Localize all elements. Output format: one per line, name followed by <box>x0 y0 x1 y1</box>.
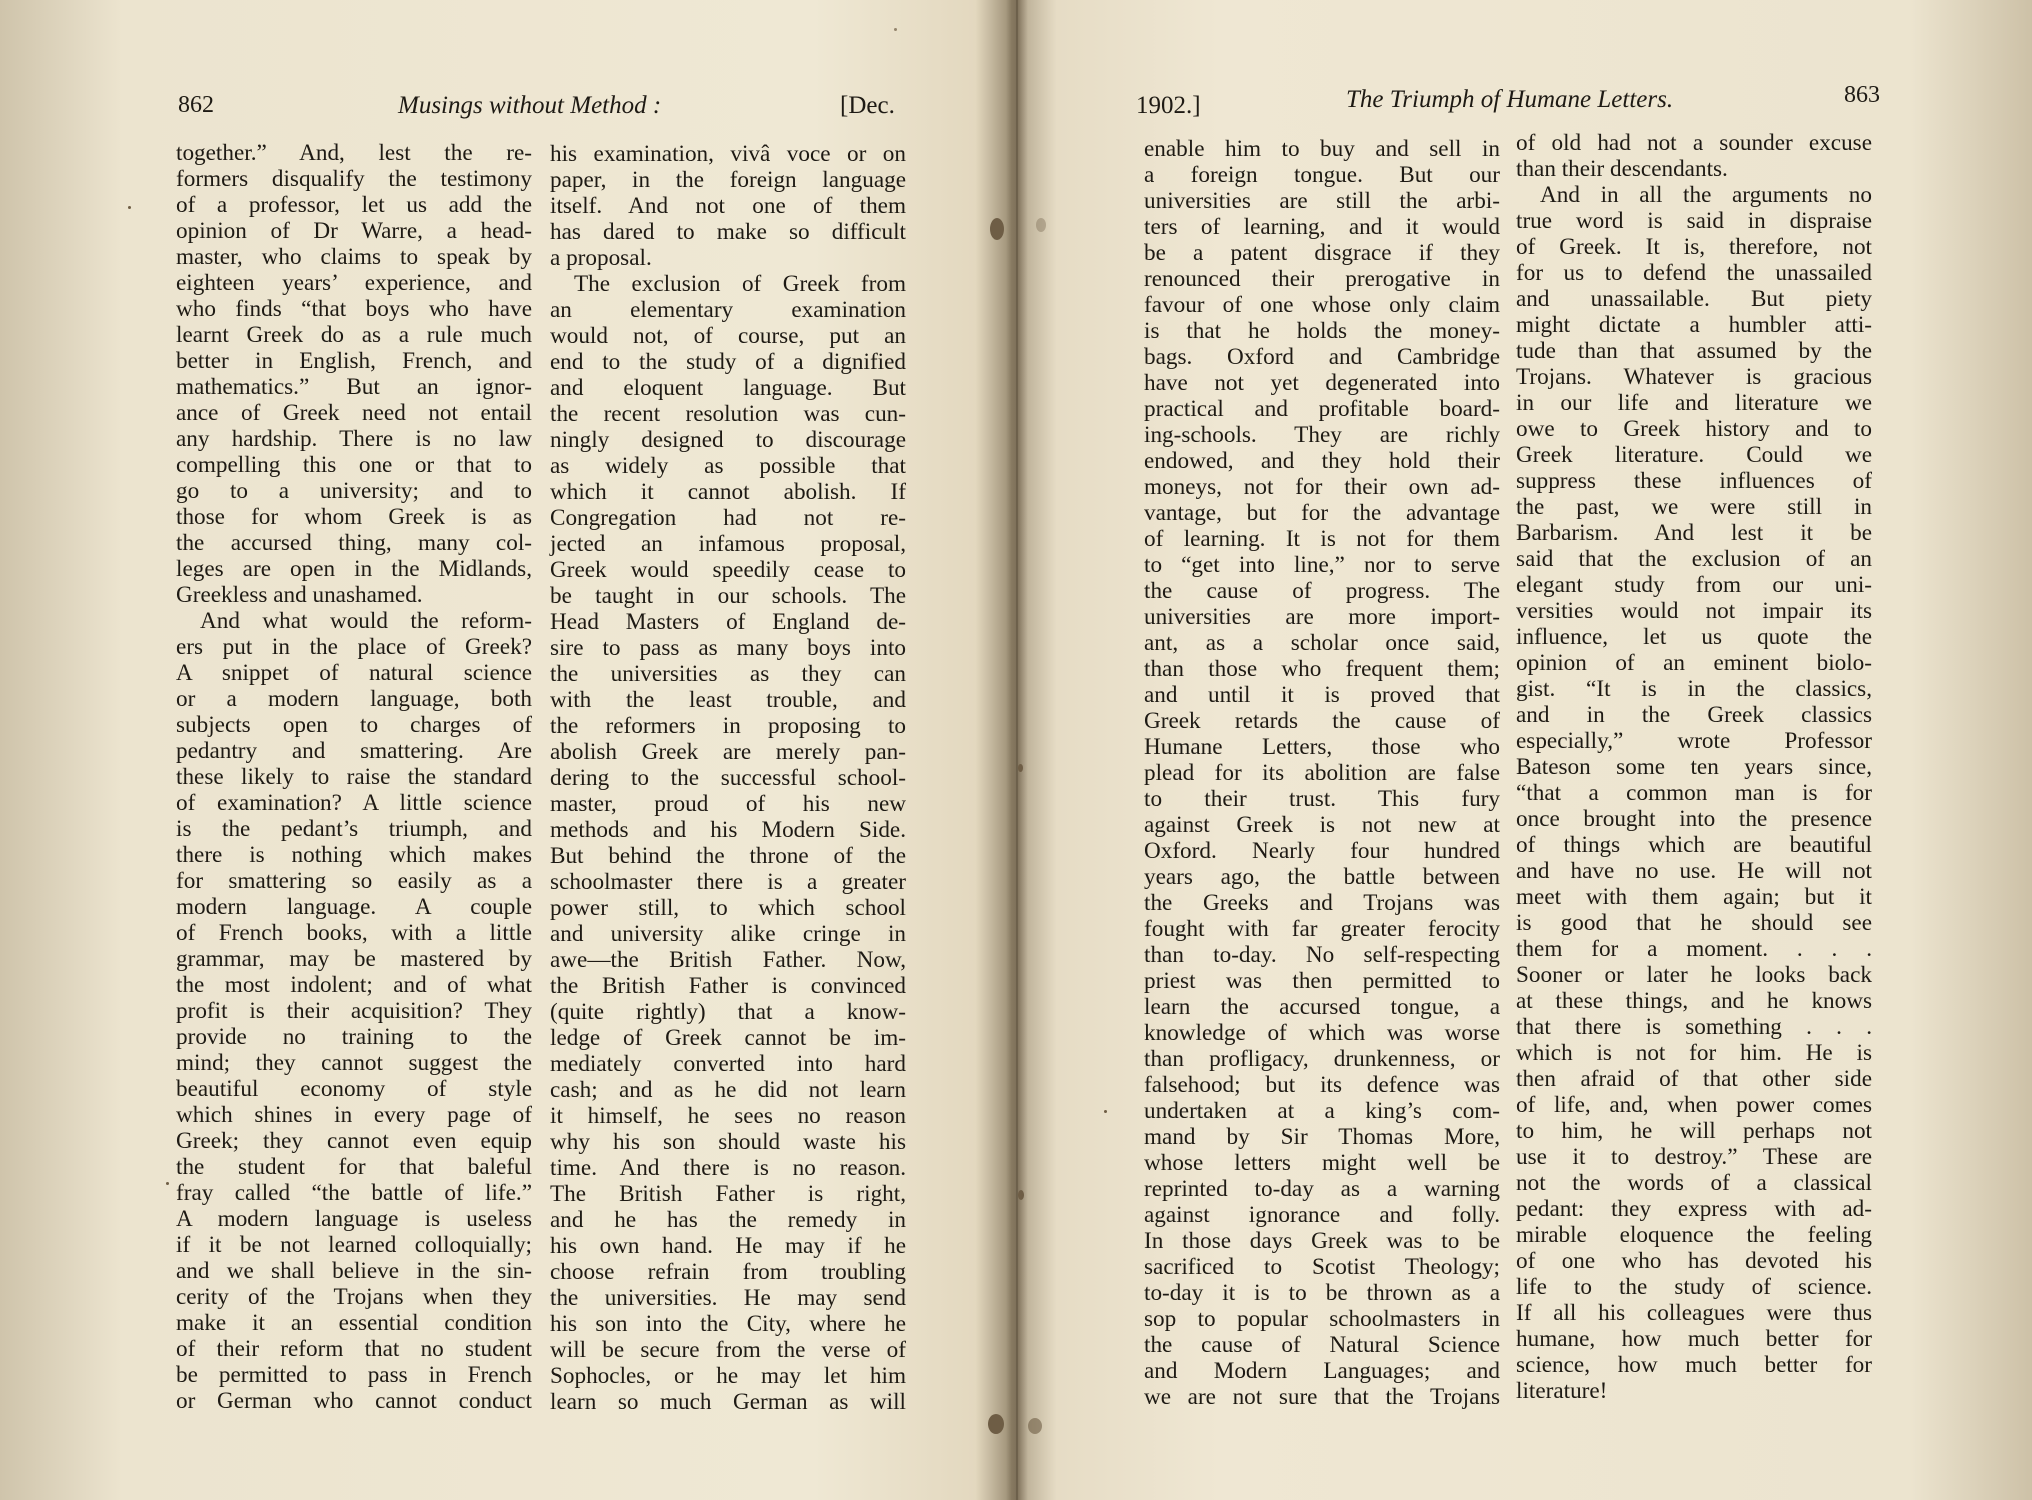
text-line: In those days Greek was to be <box>1144 1228 1500 1254</box>
left-running-title: Musings without Method : <box>398 92 662 119</box>
text-line: the reformers in proposing to <box>550 713 906 739</box>
text-line: life to the study of science. <box>1516 1274 1872 1300</box>
text-line: formers disqualify the testimony <box>176 166 532 192</box>
left-page <box>0 0 1010 1500</box>
text-line: Bateson some ten years since, <box>1516 754 1872 780</box>
text-line: the cause of progress. The <box>1144 578 1500 604</box>
text-line: ance of Greek need not entail <box>176 400 532 426</box>
text-line: cash; and as he did not learn <box>550 1077 906 1103</box>
text-line: and have no use. He will not <box>1516 858 1872 884</box>
text-line: for smattering so easily as a <box>176 868 532 894</box>
text-line: modern language. A couple <box>176 894 532 920</box>
text-line: undertaken at a king’s com- <box>1144 1098 1500 1124</box>
text-line: eighteen years’ experience, and <box>176 270 532 296</box>
text-line: ing-schools. They are richly <box>1144 422 1500 448</box>
text-line: (quite rightly) that a know- <box>550 999 906 1025</box>
text-line: Sophocles, or he may let him <box>550 1363 906 1389</box>
text-line: Trojans. Whatever is gracious <box>1516 364 1872 390</box>
text-line: A modern language is useless <box>176 1206 532 1232</box>
text-line: which is not for him. He is <box>1516 1040 1872 1066</box>
text-line: the accursed thing, many col- <box>176 530 532 556</box>
text-line: the recent resolution was cun- <box>550 401 906 427</box>
text-line: a foreign tongue. But our <box>1144 162 1500 188</box>
text-line: pedant: they express with ad- <box>1516 1196 1872 1222</box>
text-line: bags. Oxford and Cambridge <box>1144 344 1500 370</box>
text-line: for us to defend the unassailed <box>1516 260 1872 286</box>
text-line: and we shall believe in the sin- <box>176 1258 532 1284</box>
text-line: priest was then permitted to <box>1144 968 1500 994</box>
text-line: plead for its abolition are false <box>1144 760 1500 786</box>
text-line: the universities as they can <box>550 661 906 687</box>
text-line: compelling this one or that to <box>176 452 532 478</box>
text-line: mathematics.” But an ignor- <box>176 374 532 400</box>
text-line: Greek; they cannot even equip <box>176 1128 532 1154</box>
left-date-tag: [Dec. <box>840 92 895 119</box>
text-line: the student for that baleful <box>176 1154 532 1180</box>
text-line: and unassailable. But piety <box>1516 286 1872 312</box>
text-line: will be secure from the verse of <box>550 1337 906 1363</box>
text-line: paper, in the foreign language <box>550 167 906 193</box>
text-line: knowledge of which was worse <box>1144 1020 1500 1046</box>
text-line: to him, he will perhaps not <box>1516 1118 1872 1144</box>
text-line: schoolmaster there is a greater <box>550 869 906 895</box>
right-page <box>1016 0 2032 1500</box>
text-line: Humane Letters, those who <box>1144 734 1500 760</box>
text-line: than their descendants. <box>1516 156 1728 182</box>
text-line: power still, to which school <box>550 895 906 921</box>
text-line: to “get into line,” nor to serve <box>1144 552 1500 578</box>
text-line: A snippet of natural science <box>176 660 532 686</box>
text-line: than profligacy, drunkenness, or <box>1144 1046 1500 1072</box>
text-line: of learning. It is not for them <box>1144 526 1500 552</box>
text-line: subjects open to charges of <box>176 712 532 738</box>
right-column-2 <box>1516 130 1872 1404</box>
text-line: end to the study of a dignified <box>550 349 906 375</box>
text-line: And what would the reform- <box>200 608 532 634</box>
text-line: Head Masters of England de- <box>550 609 906 635</box>
text-line: Congregation had not re- <box>550 505 906 531</box>
text-line: true word is said in dispraise <box>1516 208 1872 234</box>
text-line: and he has the remedy in <box>550 1207 906 1233</box>
text-line: opinion of an eminent biolo- <box>1516 650 1872 676</box>
text-line: to their trust. This fury <box>1144 786 1500 812</box>
text-line: awe—the British Father. Now, <box>550 947 906 973</box>
text-line: enable him to buy and sell in <box>1144 136 1500 162</box>
text-line: fought with far greater ferocity <box>1144 916 1500 942</box>
text-line: is that he holds the money- <box>1144 318 1500 344</box>
text-line: endowed, and they hold their <box>1144 448 1500 474</box>
text-line: Oxford. Nearly four hundred <box>1144 838 1500 864</box>
text-line: that there is something . . . <box>1516 1014 1872 1040</box>
text-line: opinion of Dr Warre, a head- <box>176 218 532 244</box>
text-line: Sooner or later he looks back <box>1516 962 1872 988</box>
text-line: master, who claims to speak by <box>176 244 532 270</box>
text-line: those for whom Greek is as <box>176 504 532 530</box>
text-line: use it to destroy.” These are <box>1516 1144 1872 1170</box>
text-line: vantage, but for the advantage <box>1144 500 1500 526</box>
text-line: methods and his Modern Side. <box>550 817 906 843</box>
text-line: it himself, he sees no reason <box>550 1103 906 1129</box>
text-line: literature! <box>1516 1378 1608 1404</box>
text-line: might dictate a humbler atti- <box>1516 312 1872 338</box>
text-line: his examination, vivâ voce or on <box>550 141 906 167</box>
text-line: jected an infamous proposal, <box>550 531 906 557</box>
text-line: mediately converted into hard <box>550 1051 906 1077</box>
left-column-2 <box>550 141 906 1415</box>
text-line: as widely as possible that <box>550 453 906 479</box>
text-line: years ago, the battle between <box>1144 864 1500 890</box>
text-line: practical and profitable board- <box>1144 396 1500 422</box>
text-line: tude than that assumed by the <box>1516 338 1872 364</box>
text-line: there is nothing which makes <box>176 842 532 868</box>
text-line: if it be not learned colloquially; <box>176 1232 532 1258</box>
text-line: against Greek is not new at <box>1144 812 1500 838</box>
text-line: owe to Greek history and to <box>1516 416 1872 442</box>
text-line: together.” And, lest the re- <box>176 140 532 166</box>
text-line: favour of one whose only claim <box>1144 292 1500 318</box>
text-line: the cause of Natural Science <box>1144 1332 1500 1358</box>
text-line: especially,” wrote Professor <box>1516 728 1872 754</box>
left-page-number: 862 <box>178 92 214 118</box>
text-line: moneys, not for their own ad- <box>1144 474 1500 500</box>
text-line: has dared to make so difficult <box>550 219 906 245</box>
text-line: be taught in our schools. The <box>550 583 906 609</box>
text-line: or German who cannot conduct <box>176 1388 532 1414</box>
text-line: of French books, with a little <box>176 920 532 946</box>
text-line: Greek literature. Could we <box>1516 442 1872 468</box>
text-line: mirable eloquence the feeling <box>1516 1222 1872 1248</box>
text-line: the British Father is convinced <box>550 973 906 999</box>
left-column-1 <box>176 140 532 1414</box>
text-line: renounced their prerogative in <box>1144 266 1500 292</box>
text-line: choose refrain from troubling <box>550 1259 906 1285</box>
right-column-1 <box>1144 136 1500 1410</box>
text-line: and in the Greek classics <box>1516 702 1872 728</box>
text-line: meet with them again; but it <box>1516 884 1872 910</box>
text-line: learn the accursed tongue, a <box>1144 994 1500 1020</box>
text-line: is the pedant’s triumph, and <box>176 816 532 842</box>
text-line: science, how much better for <box>1516 1352 1872 1378</box>
text-line: sacrificed to Scotist Theology; <box>1144 1254 1500 1280</box>
text-line: learnt Greek do as a rule much <box>176 322 532 348</box>
text-line: his son into the City, where he <box>550 1311 906 1337</box>
text-line: who finds “that boys who have <box>176 296 532 322</box>
text-line: versities would not impair its <box>1516 598 1872 624</box>
text-line: profit is their acquisition? They <box>176 998 532 1024</box>
text-line: is good that he should see <box>1516 910 1872 936</box>
text-line: Greekless and unashamed. <box>176 582 423 608</box>
right-running-head <box>1136 82 1896 126</box>
text-line: of things which are beautiful <box>1516 832 1872 858</box>
text-line: mand by Sir Thomas More, <box>1144 1124 1500 1150</box>
text-line: we are not sure that the Trojans <box>1144 1384 1500 1410</box>
text-line: universities are more import- <box>1144 604 1500 630</box>
text-line: better in English, French, and <box>176 348 532 374</box>
text-line: abolish Greek are merely pan- <box>550 739 906 765</box>
text-line: ant, as a scholar once said, <box>1144 630 1500 656</box>
text-line: fray called “the battle of life.” <box>176 1180 532 1206</box>
text-line: suppress these influences of <box>1516 468 1872 494</box>
right-page-number: 863 <box>1844 82 1880 108</box>
text-line: of old had not a sounder excuse <box>1516 130 1872 156</box>
text-line: the universities. He may send <box>550 1285 906 1311</box>
text-line: sop to popular schoolmasters in <box>1144 1306 1500 1332</box>
text-line: cerity of the Trojans when they <box>176 1284 532 1310</box>
text-line: be permitted to pass in French <box>176 1362 532 1388</box>
text-line: Barbarism. And lest it be <box>1516 520 1872 546</box>
text-line: not the words of a classical <box>1516 1170 1872 1196</box>
text-line: the Greeks and Trojans was <box>1144 890 1500 916</box>
text-line: ters of learning, and it would <box>1144 214 1500 240</box>
left-running-head <box>178 92 898 132</box>
text-line: to-day it is to be thrown as a <box>1144 1280 1500 1306</box>
text-line: ers put in the place of Greek? <box>176 634 532 660</box>
text-line: which it cannot abolish. If <box>550 479 906 505</box>
text-line: why his son should waste his <box>550 1129 906 1155</box>
text-line: be a patent disgrace if they <box>1144 240 1500 266</box>
text-line: of their reform that no student <box>176 1336 532 1362</box>
text-line: whose letters might well be <box>1144 1150 1500 1176</box>
text-line: Greek would speedily cease to <box>550 557 906 583</box>
text-line: And in all the arguments no <box>1540 182 1872 208</box>
right-date-tag: 1902.] <box>1136 92 1201 119</box>
text-line: an elementary examination <box>550 297 906 323</box>
text-line: the most indolent; and of what <box>176 972 532 998</box>
text-line: master, proud of his new <box>550 791 906 817</box>
text-line: these likely to raise the standard <box>176 764 532 790</box>
text-line: provide no training to the <box>176 1024 532 1050</box>
text-line: would not, of course, put an <box>550 323 906 349</box>
text-line: elegant study from our uni- <box>1516 572 1872 598</box>
text-line: then afraid of that other side <box>1516 1066 1872 1092</box>
text-line: once brought into the presence <box>1516 806 1872 832</box>
text-line: of one who has devoted his <box>1516 1248 1872 1274</box>
text-line: a proposal. <box>550 245 652 271</box>
text-line: time. And there is no reason. <box>550 1155 906 1181</box>
text-line: dering to the successful school- <box>550 765 906 791</box>
text-line: the past, we were still in <box>1516 494 1872 520</box>
text-line: make it an essential condition <box>176 1310 532 1336</box>
text-line: humane, how much better for <box>1516 1326 1872 1352</box>
text-line: beautiful economy of style <box>176 1076 532 1102</box>
text-line: any hardship. There is no law <box>176 426 532 452</box>
text-line: and Modern Languages; and <box>1144 1358 1500 1384</box>
text-line: of examination? A little science <box>176 790 532 816</box>
text-line: mind; they cannot suggest the <box>176 1050 532 1076</box>
text-line: itself. And not one of them <box>550 193 906 219</box>
right-running-title: The Triumph of Humane Letters. <box>1346 86 1674 113</box>
text-line: ningly designed to discourage <box>550 427 906 453</box>
text-line: and eloquent language. But <box>550 375 906 401</box>
text-line: said that the exclusion of an <box>1516 546 1872 572</box>
text-line: of life, and, when power comes <box>1516 1092 1872 1118</box>
text-line: go to a university; and to <box>176 478 532 504</box>
text-line: If all his colleagues were thus <box>1516 1300 1872 1326</box>
text-line: his own hand. He may if he <box>550 1233 906 1259</box>
text-line: influence, let us quote the <box>1516 624 1872 650</box>
text-line: ledge of Greek cannot be im- <box>550 1025 906 1051</box>
text-line: than to-day. No self-respecting <box>1144 942 1500 968</box>
text-line: which shines in every page of <box>176 1102 532 1128</box>
text-line: pedantry and smattering. Are <box>176 738 532 764</box>
text-line: universities are still the arbi- <box>1144 188 1500 214</box>
text-line: gist. “It is in the classics, <box>1516 676 1872 702</box>
text-line: and until it is proved that <box>1144 682 1500 708</box>
text-line: of a professor, let us add the <box>176 192 532 218</box>
text-line: them for a moment. . . . <box>1516 936 1872 962</box>
text-line: sire to pass as many boys into <box>550 635 906 661</box>
text-line: The exclusion of Greek from <box>574 271 906 297</box>
text-line: of Greek. It is, therefore, not <box>1516 234 1872 260</box>
text-line: reprinted to-day as a warning <box>1144 1176 1500 1202</box>
text-line: But behind the throne of the <box>550 843 906 869</box>
text-line: have not yet degenerated into <box>1144 370 1500 396</box>
text-line: than those who frequent them; <box>1144 656 1500 682</box>
text-line: at these things, and he knows <box>1516 988 1872 1014</box>
text-line: against ignorance and folly. <box>1144 1202 1500 1228</box>
text-line: “that a common man is for <box>1516 780 1872 806</box>
text-line: and university alike cringe in <box>550 921 906 947</box>
text-line: Greek retards the cause of <box>1144 708 1500 734</box>
text-line: learn so much German as will <box>550 1389 906 1415</box>
text-line: The British Father is right, <box>550 1181 906 1207</box>
text-line: or a modern language, both <box>176 686 532 712</box>
text-line: leges are open in the Midlands, <box>176 556 532 582</box>
text-line: with the least trouble, and <box>550 687 906 713</box>
text-line: in our life and literature we <box>1516 390 1872 416</box>
text-line: falsehood; but its defence was <box>1144 1072 1500 1098</box>
text-line: grammar, may be mastered by <box>176 946 532 972</box>
